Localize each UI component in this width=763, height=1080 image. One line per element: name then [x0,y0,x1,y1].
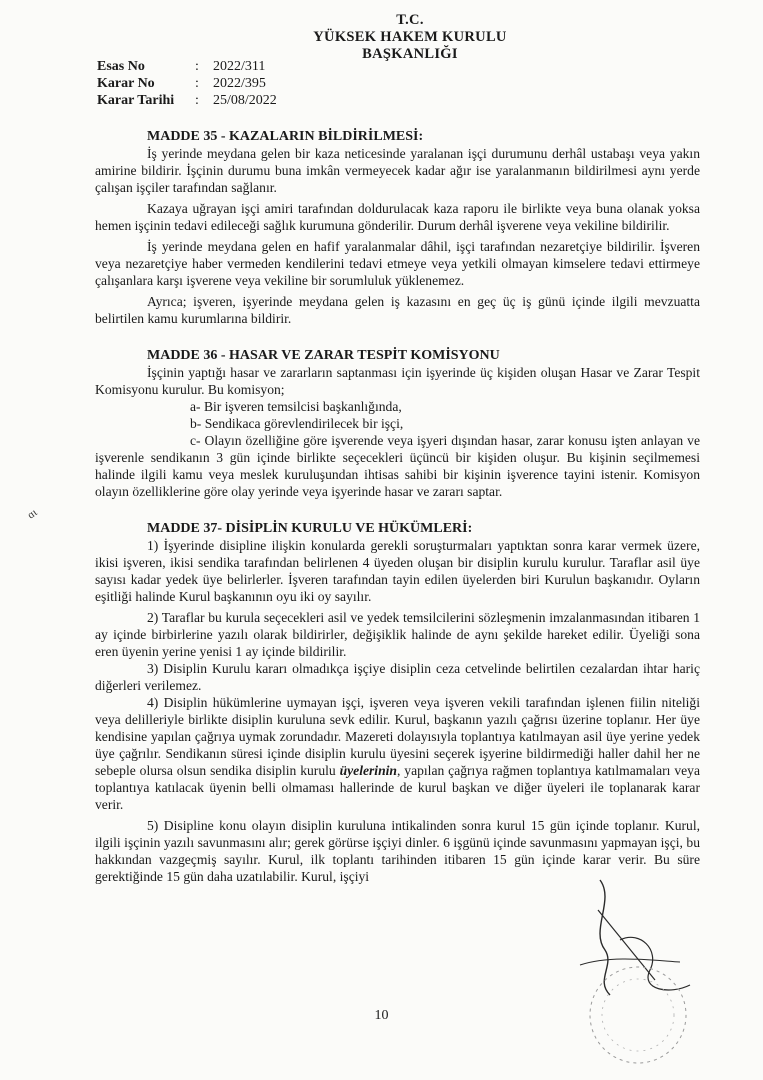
page-number: 10 [374,1008,389,1023]
article-37-paragraph: 2) Taraflar bu kurula seçecekleri asil ve yedek temsilcilerini sözleşmenin imzalanmasından itibaren 1 ay içinde birbirlerine yazılı olarak bildirirler, değişiklik halinde de aynı şekilde hareket edilir. Üyeliği sona eren üyenin yerine yenisi 1 ay içinde bildirilir. [95,610,700,659]
meta-separator: : [195,93,199,108]
meta-separator: : [195,76,199,91]
article-37-p4-emphasis: üyelerinin [339,763,397,778]
article-35-paragraph: İş yerinde meydana gelen bir kaza neticesinde yaralanan işçi durumunu derhâl ustabaşı veya yakın amirine bildirir. İşçinin durumu buna imkân vermeyecek kadar ağır ise yaralanmanın bildirilmesi aynı yerde çalışan işçiler tarafından sağlanır. [95,146,700,195]
meta-value: 2022/311 [213,59,266,74]
document-header [260,12,560,63]
article-36-paragraph: İşçinin yaptığı hasar ve zararların saptanması için işyerinde üç kişiden oluşan Hasar ve Zarar Tespit Komisyonu kurulur. Bu komisyon; [95,365,700,397]
article-35-heading: MADDE 35 - KAZALARIN BİLDİRİLMESİ: [147,129,424,144]
article-37-p4-text: 4) Disiplin hükümlerine uymayan işçi, işveren veya işveren vekili tarafından işlenen fiilin niteliği veya delilleriyle birlikte disiplin kuruluna sevk edilir. Kurul, başkanın yazılı çağrısı üzerine toplanır. Her üye kendisine yapılan çağrıya uymak zorundadır. Mazereti dolayısıyla toplantıya katılmayan asil üye yerine yedek üye çağrılır. Sendikanın süresi içinde disiplin kurulu üyesini seçerek işyerine bildirmediği haller dahil her ne sebeple olursa olsun sendika disiplin kurulu [95,695,700,778]
header-line-tc: T.C. [396,12,424,28]
meta-row-karar [97,75,277,92]
article-36-item-c: c- Olayın özelliğine göre işverende veya işyeri dışından hasar, zarar konusu işten anlayan ve işverenle sendikanın 3 gün içinde birlikte seçecekleri üçüncü bir kişiden oluşur. Bu kişinin seçilmemesi halinde ilgili kamu veya meslek kuruluşundan ihtisas sahibi bir kişinin işverence tayini istenir. Komisyon olayın özelliklerine göre olay yerinde veya işyerinde hasar ve zararı saptar. [95,433,700,499]
article-37-paragraph: 5) Disipline konu olayın disiplin kuruluna intikalinden sonra kurul 15 gün içinde toplanır. Kurul, ilgili işçinin yazılı savunmasını alır; gerek görürse işçiyi dinler. 6 işgünü içinde savunmasını yapmayan işçi, bu hakkından vazgeçmiş sayılır. Kurul, ilk toplantı tarihinden itibaren 15 gün içinde karar verir. Bu süre gerektiğinde 15 gün daha uzatılabilir. Kurul, işçiyi [95,818,700,884]
margin-handwritten-note: ɑɩ [25,506,40,522]
article-37-paragraph [95,694,700,813]
article-36-item-a: a- Bir işveren temsilcisi başkanlığında, [190,399,402,414]
meta-separator: : [195,59,199,74]
document-body [95,128,700,885]
article-35-paragraph: İş yerinde meydana gelen en hafif yaralanmalar dâhil, işçi tarafından nezaretçiye bildirilir. İşveren veya nezaretçiye haber vermeden kendilerini tedavi etmeye veya yetkili olmayan kimselere tedavi ettirmeye çalışanlara karşı işverene veya vekiline bir sorumluluk yüklenemez. [95,239,700,288]
meta-row-esas [97,58,277,75]
header-line-institution: YÜKSEK HAKEM KURULU [313,29,507,45]
article-37-paragraph: 3) Disiplin Kurulu kararı olmadıkça işçiye disiplin ceza cetvelinde belirtilen cezalardan ihtar hariç diğerleri verilemez. [95,661,700,693]
meta-label: Karar No [97,76,155,91]
meta-row-date [97,92,277,109]
article-35-paragraph: Ayrıca; işveren, işyerinde meydana gelen iş kazasını en geç üç iş günü içinde ilgili mevzuatta belirtilen kamu kurumlarına bildirir. [95,294,700,326]
case-metadata [97,58,277,109]
article-35-paragraph: Kazaya uğrayan işçi amiri tarafından doldurulacak kaza raporu ile birlikte veya buna olanak yoksa hemen işçinin tedavi edileceği sağlık kurumuna gönderilir. Durum derhâl işverene veya vekiline bildirilir. [95,201,700,233]
article-37-paragraph: 1) İşyerinde disipline ilişkin konularda gerekli soruşturmaları yaptıktan sonra karar vermek üzere, ikisi işveren, ikisi sendika tarafından belirlenen 4 üyeden oluşan bir disiplin kurulu kurulur. Taraflar asil üye sayısı kadar yedek üye belirlerler. İşveren tarafından tayin edilen üyelerden biri Kurulun başkanıdır. Oyların eşitliği halinde Kurul başkanının oyu iki oy sayılır. [95,538,700,604]
header-line-office: BAŞKANLIĞI [362,46,458,62]
article-36-heading: MADDE 36 - HASAR VE ZARAR TESPİT KOMİSYONU [147,348,500,363]
meta-value: 2022/395 [213,76,266,91]
meta-label: Karar Tarihi [97,93,175,108]
article-37-p4-text: , yapılan çağrıya rağmen toplantıya katılmamaları veya toplantıya katılacak üyenin belli olmaması hallerinde de kurul başkan ve diğer üyeleri ile toplanarak karar verir. [95,763,700,812]
meta-value: 25/08/2022 [213,93,277,108]
meta-label: Esas No [97,59,145,74]
article-36-item-b: b- Sendikaca görevlendirilecek bir işçi, [190,416,404,431]
article-37-heading: MADDE 37- DİSİPLİN KURULU VE HÜKÜMLERİ: [147,521,473,536]
